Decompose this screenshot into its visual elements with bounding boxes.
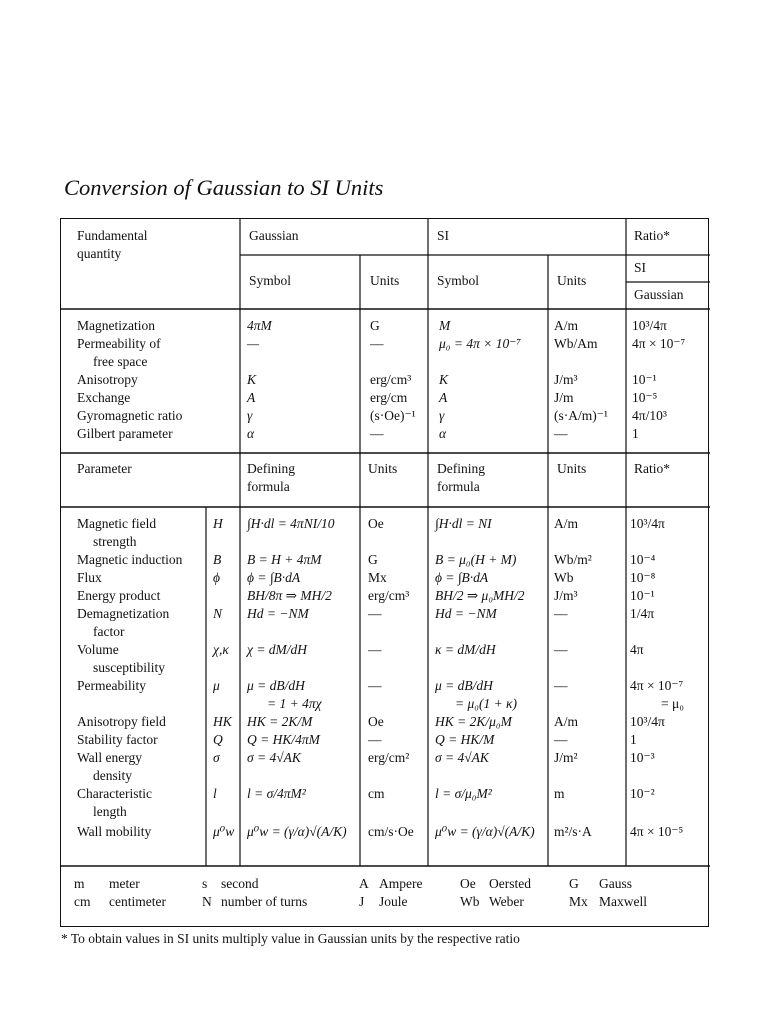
parameter-gaussian-formula: σ = 4√AK: [247, 750, 301, 765]
parameter-si-units: —: [554, 606, 568, 621]
parameter-si-units: A/m: [554, 714, 579, 729]
parameter-ratio: 1/4π: [630, 606, 655, 621]
fundamental-ratio: 10⁻¹: [632, 372, 657, 387]
fundamental-quantity-name: Anisotropy: [77, 372, 138, 387]
fundamental-gaussian-symbol: K: [247, 372, 257, 387]
parameter-gaussian-units: —: [368, 678, 382, 693]
parameter-symbol: l: [213, 786, 217, 801]
parameter-gaussian-formula: ∫H·dl = 4πNI/10: [247, 516, 335, 531]
parameter-ratio-note: = μ₀: [661, 696, 684, 711]
parameter-ratio: 1: [630, 732, 637, 747]
parameter-si-units: Wb: [554, 570, 574, 585]
legend-abbreviation: A: [359, 876, 369, 891]
fundamental-si-units: J/m: [554, 390, 574, 405]
parameter-name: Volume: [77, 642, 119, 657]
legend-abbreviation: m: [74, 876, 85, 891]
fundamental-ratio: 10⁻⁵: [632, 390, 658, 405]
parameter-si-formula: l = σ/μ₀M²: [435, 786, 492, 801]
param-header-defining-g-2: formula: [247, 479, 290, 494]
fundamental-gaussian-units: —: [370, 336, 384, 351]
param-header-units-g: Units: [368, 461, 398, 476]
fundamental-si-symbol: M: [439, 318, 451, 333]
parameter-name: Magnetic field: [77, 516, 157, 531]
fundamental-quantity-name: Gilbert parameter: [77, 426, 173, 441]
fundamental-quantity-name: Magnetization: [77, 318, 155, 333]
parameter-gaussian-units: —: [368, 642, 382, 657]
parameter-si-units: —: [554, 642, 568, 657]
parameter-gaussian-formula: BH/8π ⇒ MH/2: [247, 588, 332, 603]
legend-text: Weber: [489, 894, 524, 909]
fundamental-gaussian-units: —: [370, 426, 384, 441]
parameter-si-units: A/m: [554, 516, 579, 531]
parameter-symbol: B: [213, 552, 222, 567]
parameter-ratio: 4π: [630, 642, 644, 657]
header-fundamental: Fundamental: [77, 228, 148, 243]
fundamental-gaussian-symbol: —: [247, 336, 260, 351]
parameter-si-units: J/m³: [554, 588, 578, 603]
parameter-si-formula: σ = 4√AK: [435, 750, 489, 765]
fundamental-gaussian-symbol: γ: [247, 408, 253, 423]
parameter-name: length: [93, 804, 127, 819]
legend-abbreviation: J: [359, 894, 365, 909]
legend-text: Gauss: [599, 876, 632, 891]
fundamental-quantity-name: free space: [93, 354, 148, 369]
param-header-ratio: Ratio*: [634, 461, 670, 476]
parameter-ratio: 10³/4π: [630, 516, 665, 531]
parameter-name: Characteristic: [77, 786, 152, 801]
parameter-name: Flux: [77, 570, 102, 585]
parameter-gaussian-formula: Hd = −NM: [247, 606, 309, 621]
parameter-name: susceptibility: [93, 660, 165, 675]
parameter-gaussian-units: Oe: [368, 714, 384, 729]
parameter-gaussian-units: Mx: [368, 570, 387, 585]
header-quantity: quantity: [77, 246, 122, 261]
fundamental-si-symbol: α: [439, 426, 447, 441]
legend-abbreviation: N: [202, 894, 212, 909]
parameter-gaussian-units: —: [368, 732, 382, 747]
fundamental-ratio: 4π/10³: [632, 408, 667, 423]
parameter-name: Magnetic induction: [77, 552, 183, 567]
legend-abbreviation: cm: [74, 894, 91, 909]
header-ratio-gaussian: Gaussian: [634, 287, 684, 302]
header-gaussian-symbol: Symbol: [249, 273, 292, 288]
legend-text: second: [221, 876, 259, 891]
legend-abbreviation: Mx: [569, 894, 588, 909]
parameter-name: Permeability: [77, 678, 146, 693]
parameter-name: Demagnetization: [77, 606, 170, 621]
parameter-si-formula: Hd = −NM: [435, 606, 497, 621]
fundamental-quantity-name: Gyromagnetic ratio: [77, 408, 183, 423]
page-title: Conversion of Gaussian to SI Units: [64, 175, 384, 200]
fundamental-gaussian-symbol: A: [247, 390, 256, 405]
fundamental-si-units: Wb/Am: [554, 336, 598, 351]
header-gaussian-units: Units: [370, 273, 400, 288]
fundamental-gaussian-units: (s·Oe)⁻¹: [370, 408, 416, 423]
legend-text: Maxwell: [599, 894, 647, 909]
parameter-gaussian-units: G: [368, 552, 378, 567]
parameter-si-units: J/m²: [554, 750, 578, 765]
fundamental-gaussian-units: G: [370, 318, 380, 333]
fundamental-si-units: J/m³: [554, 372, 578, 387]
parameter-gaussian-formula: μ⁰w = (γ/α)√(A/K): [247, 824, 347, 839]
parameter-si-formula: BH/2 ⇒ μ₀MH/2: [435, 588, 525, 603]
parameter-gaussian-units: cm: [368, 786, 385, 801]
parameter-si-units: —: [554, 732, 568, 747]
parameter-si-formula: HK = 2K/μ₀M: [435, 714, 512, 729]
parameter-gaussian-units: erg/cm²: [368, 750, 410, 765]
parameter-gaussian-units: —: [368, 606, 382, 621]
parameter-name: density: [93, 768, 132, 783]
parameter-gaussian-formula: χ = dM/dH: [247, 642, 308, 657]
param-header-defining-si-1: Defining: [437, 461, 485, 476]
fundamental-si-symbol: γ: [439, 408, 445, 423]
fundamental-ratio: 10³/4π: [632, 318, 667, 333]
parameter-si-formula: κ = dM/dH: [435, 642, 496, 657]
parameter-symbol: N: [213, 606, 223, 621]
param-header-defining-si-2: formula: [437, 479, 480, 494]
fundamental-si-units: —: [554, 426, 568, 441]
legend-text: Oersted: [489, 876, 531, 891]
legend-text: Joule: [379, 894, 408, 909]
fundamental-si-symbol: K: [439, 372, 449, 387]
parameter-si-formula: Q = HK/M: [435, 732, 495, 747]
fundamental-quantity-name: Exchange: [77, 390, 131, 405]
legend-text: meter: [109, 876, 140, 891]
parameter-symbol: ϕ: [213, 570, 220, 585]
legend-abbreviation: Oe: [460, 876, 476, 891]
fundamental-gaussian-symbol: 4πM: [247, 318, 272, 333]
footnote: * To obtain values in SI units multiply value in Gaussian units by the respective ratio: [61, 931, 520, 946]
header-si-symbol: Symbol: [437, 273, 480, 288]
parameter-name: Wall mobility: [77, 824, 152, 839]
parameter-ratio: 10⁻²: [630, 786, 655, 801]
legend-abbreviation: s: [202, 876, 208, 891]
fundamental-quantity-name: Permeability of: [77, 336, 161, 351]
parameter-si-formula: μ⁰w = (γ/α)√(A/K): [435, 824, 535, 839]
parameter-gaussian-formula: = 1 + 4πχ: [267, 696, 322, 711]
param-header-defining-g-1: Defining: [247, 461, 295, 476]
parameter-ratio: 4π × 10⁻⁷: [630, 678, 684, 693]
parameter-si-units: m²/s·A: [554, 824, 592, 839]
parameter-ratio: 10⁻³: [630, 750, 655, 765]
parameter-gaussian-units: Oe: [368, 516, 384, 531]
parameter-symbol: Q: [213, 732, 223, 747]
legend-text: number of turns: [221, 894, 308, 909]
parameter-ratio: 10³/4π: [630, 714, 665, 729]
param-header-parameter: Parameter: [77, 461, 132, 476]
fundamental-si-symbol: μ₀ = 4π × 10⁻⁷: [439, 336, 522, 351]
legend-text: Ampere: [379, 876, 423, 891]
parameter-symbol: μ⁰w: [213, 824, 235, 839]
parameter-gaussian-formula: HK = 2K/M: [247, 714, 313, 729]
parameter-gaussian-units: erg/cm³: [368, 588, 410, 603]
parameter-symbol: H: [213, 516, 223, 531]
header-ratio: Ratio*: [634, 228, 670, 243]
parameter-gaussian-formula: Q = HK/4πM: [247, 732, 320, 747]
parameter-gaussian-formula: ϕ = ∫B·dA: [247, 570, 301, 585]
parameter-ratio: 4π × 10⁻⁵: [630, 824, 684, 839]
parameter-si-formula: ϕ = ∫B·dA: [435, 570, 489, 585]
fundamental-si-units: A/m: [554, 318, 579, 333]
parameter-name: Stability factor: [77, 732, 158, 747]
parameter-si-formula: ∫H·dl = NI: [435, 516, 492, 531]
legend-abbreviation: G: [569, 876, 579, 891]
parameter-si-units: m: [554, 786, 565, 801]
parameter-gaussian-formula: B = H + 4πM: [247, 552, 322, 567]
parameter-symbol: HK: [213, 714, 232, 729]
parameter-ratio: 10⁻¹: [630, 588, 655, 603]
parameter-si-units: —: [554, 678, 568, 693]
conversion-table: [60, 218, 709, 927]
header-ratio-si: SI: [634, 260, 647, 275]
fundamental-ratio: 4π × 10⁻⁷: [632, 336, 686, 351]
fundamental-ratio: 1: [632, 426, 639, 441]
parameter-name: Wall energy: [77, 750, 143, 765]
legend-abbreviation: Wb: [460, 894, 480, 909]
parameter-name: Energy product: [77, 588, 161, 603]
parameter-symbol: μ: [213, 678, 220, 693]
parameter-name: strength: [93, 534, 137, 549]
parameter-symbol: χ,κ: [213, 642, 229, 657]
parameter-gaussian-formula: μ = dB/dH: [247, 678, 305, 693]
parameter-si-formula: = μ₀(1 + κ): [455, 696, 518, 711]
header-si: SI: [437, 228, 450, 243]
parameter-si-units: Wb/m²: [554, 552, 592, 567]
parameter-ratio: 10⁻⁴: [630, 552, 656, 567]
header-si-units: Units: [557, 273, 587, 288]
parameter-si-formula: B = μ₀(H + M): [435, 552, 517, 567]
header-gaussian: Gaussian: [249, 228, 299, 243]
fundamental-gaussian-units: erg/cm³: [370, 372, 412, 387]
fundamental-gaussian-symbol: α: [247, 426, 255, 441]
parameter-ratio: 10⁻⁸: [630, 570, 656, 585]
legend-text: centimeter: [109, 894, 166, 909]
parameter-symbol: σ: [213, 750, 220, 765]
parameter-gaussian-formula: l = σ/4πM²: [247, 786, 306, 801]
fundamental-si-units: (s·A/m)⁻¹: [554, 408, 608, 423]
fundamental-si-symbol: A: [439, 390, 448, 405]
fundamental-gaussian-units: erg/cm: [370, 390, 408, 405]
parameter-si-formula: μ = dB/dH: [435, 678, 493, 693]
parameter-name: Anisotropy field: [77, 714, 166, 729]
param-header-units-si: Units: [557, 461, 587, 476]
parameter-name: factor: [93, 624, 125, 639]
parameter-gaussian-units: cm/s·Oe: [368, 824, 414, 839]
